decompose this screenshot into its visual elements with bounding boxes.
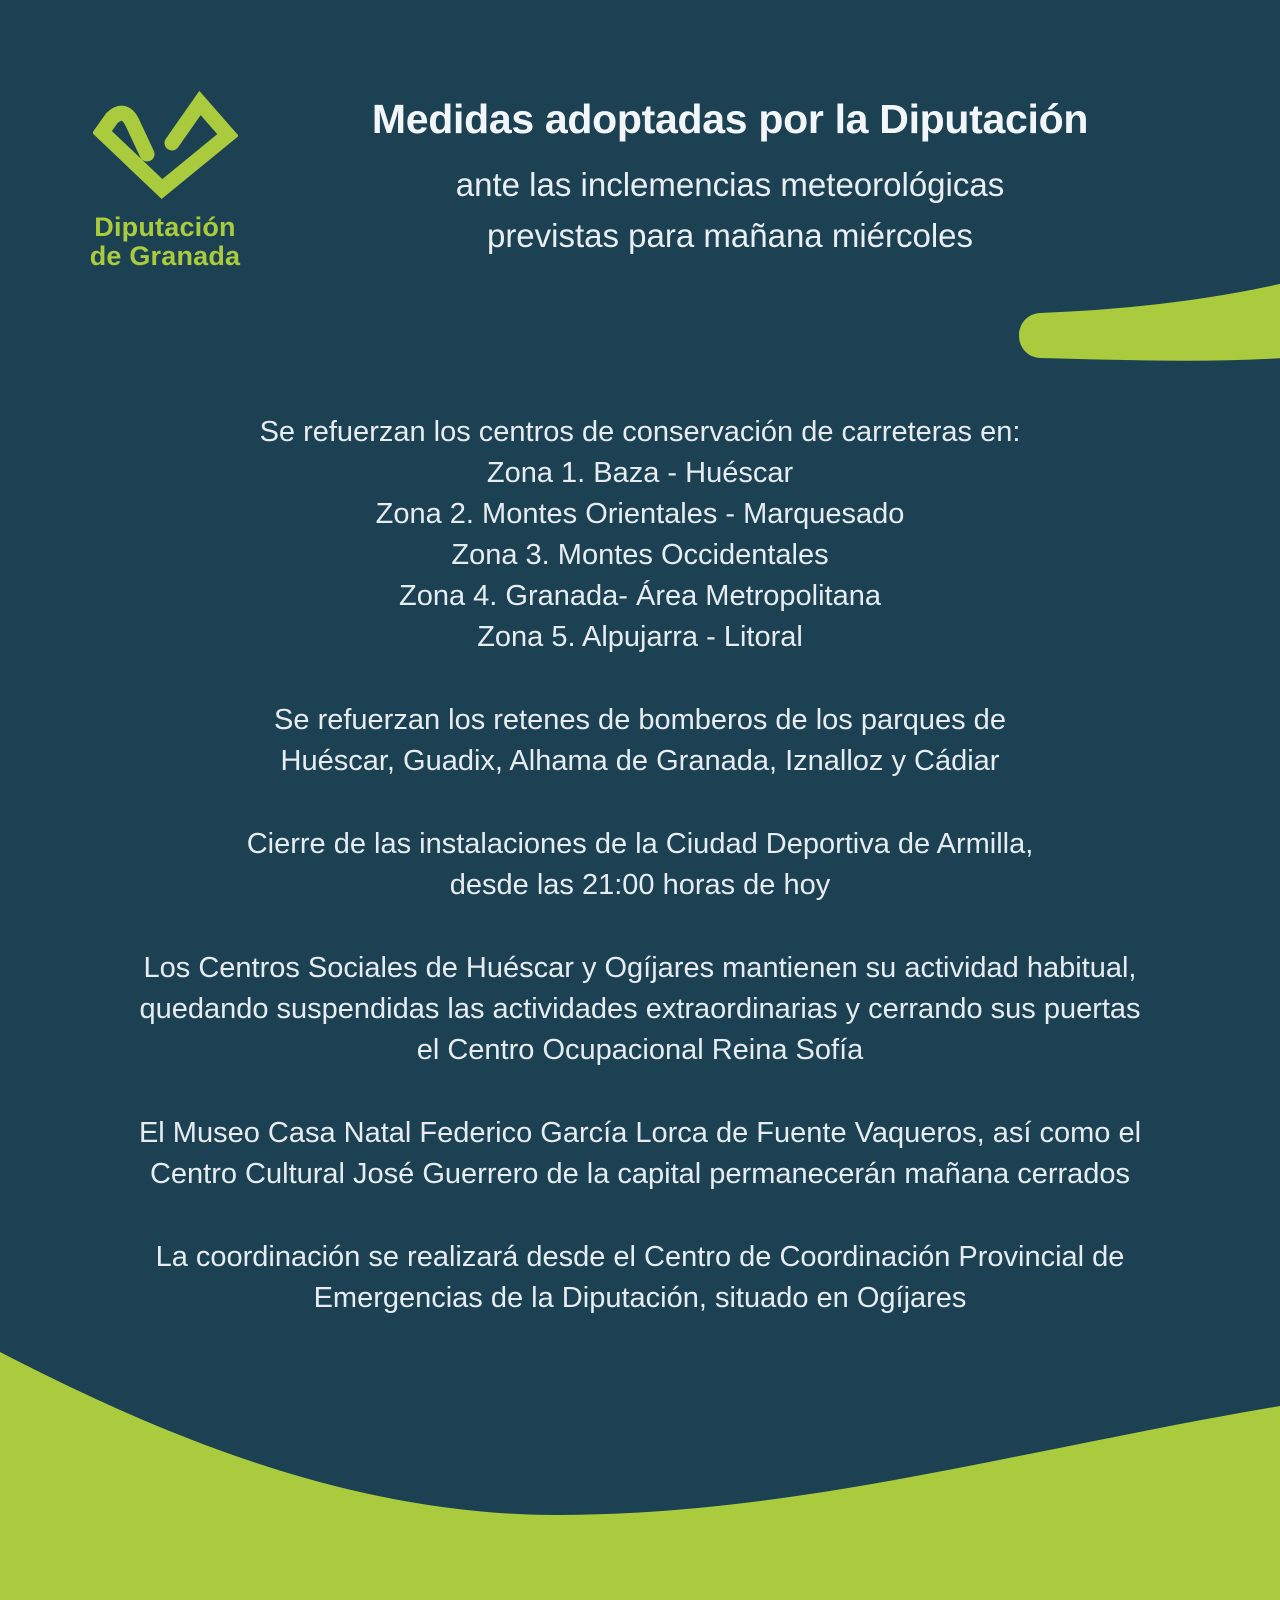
- heart-g-logo-icon: [93, 90, 238, 207]
- body-line: Huéscar, Guadix, Alhama de Granada, Iznalloz y Cádiar: [280, 745, 1000, 777]
- body-paragraph: [50, 1113, 1230, 1195]
- body-paragraph: [50, 700, 1230, 782]
- logo-wordmark: [70, 213, 260, 271]
- header: [260, 94, 1200, 261]
- logo-wordmark-line1: Diputación: [94, 212, 236, 242]
- page-subtitle: [260, 159, 1200, 261]
- body-line: Centro Cultural José Guerrero de la capital permanecerán mañana cerrados: [149, 1158, 1131, 1190]
- body-paragraph: [50, 948, 1230, 1071]
- body-line: El Museo Casa Natal Federico García Lorca de Fuente Vaqueros, así como el: [138, 1117, 1142, 1149]
- body-line: Zona 1. Baza - Huéscar: [486, 457, 794, 489]
- body-line: Zona 5. Alpujarra - Litoral: [477, 621, 803, 653]
- body-line: Zona 3. Montes Occidentales: [451, 539, 829, 571]
- body-paragraph: [50, 412, 1230, 658]
- body-line: Zona 4. Granada- Área Metropolitana: [399, 580, 881, 612]
- body-line: Los Centros Sociales de Huéscar y Ogíjares mantienen su actividad habitual,: [143, 952, 1137, 984]
- body-line: Se refuerzan los retenes de bomberos de los parques de: [274, 704, 1006, 736]
- body-line: desde las 21:00 horas de hoy: [449, 869, 831, 901]
- body-line: Se refuerzan los centros de conservación de carreteras en:: [259, 416, 1021, 448]
- body-paragraph: [50, 824, 1230, 906]
- body-line: La coordinación se realizará desde el Centro de Coordinación Provincial de: [155, 1241, 1125, 1273]
- page-title: Medidas adoptadas por la Diputación: [371, 96, 1089, 142]
- page-subtitle-line1: ante las inclemencias meteorológicas: [455, 166, 1005, 204]
- logo-wordmark-line2: de Granada: [89, 241, 241, 271]
- body-text: [50, 412, 1230, 1361]
- body-line: el Centro Ocupacional Reina Sofía: [416, 1034, 864, 1066]
- diputacion-logo: [70, 90, 260, 271]
- page-subtitle-line2: previstas para mañana miércoles: [486, 217, 974, 255]
- body-line: Cierre de las instalaciones de la Ciudad Deportiva de Armilla,: [246, 828, 1034, 860]
- body-paragraph: [50, 1237, 1230, 1319]
- body-line: quedando suspendidas las actividades extraordinarias y cerrando sus puertas: [139, 993, 1141, 1025]
- body-line: Zona 2. Montes Orientales - Marquesado: [375, 498, 905, 530]
- body-line: Emergencias de la Diputación, situado en Ogíjares: [313, 1282, 967, 1314]
